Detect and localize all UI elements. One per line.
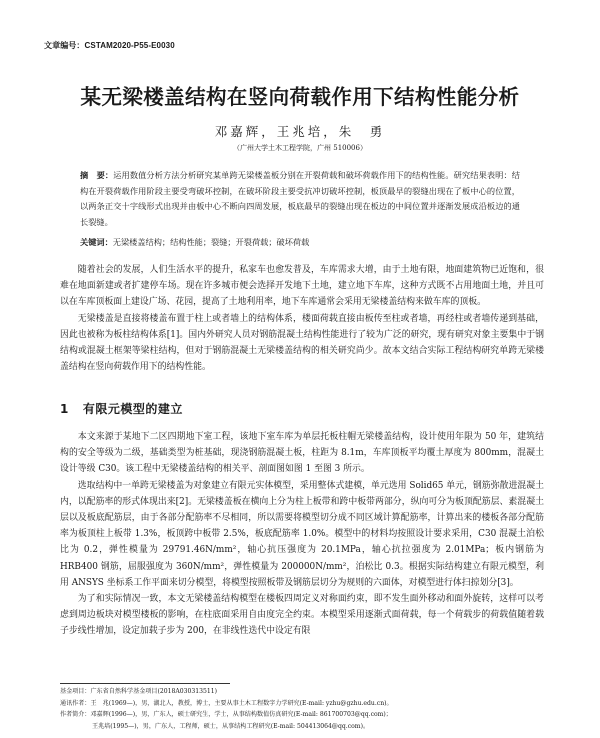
section-heading: [60, 400, 197, 417]
keywords-text: 无梁楼盖结构；结构性能；裂缝；开裂荷载；破坏荷载: [112, 237, 310, 247]
intro-paragraph: 无梁楼盖是直接将楼盖布置于柱上或者墙上的结构体系，楼面荷载直接由板传至柱或者墙，再经柱或者墙传递到基础，因此也被称为板柱结构体系[1]。国内外研究人员对钢筋混凝土结构性能进行了较为广泛的研究，现有研究对象主要集中于钢结构或混凝土框架等梁柱结构，但对于钢筋混凝土无梁楼盖结构的相关研究尚少。故本文结合实际工程结构研究单跨无梁楼盖结构在竖向荷载作用下的结构性能。: [60, 313, 544, 373]
author-list: 邓嘉辉，王兆培，朱 勇: [214, 124, 386, 139]
abstract-label: 摘 要：: [80, 170, 114, 180]
footnote-author-bio: 王兆培(1995—)，男，广东人，工程师，硕士，从事结构工程研究(E-mail: 504413064@qq.com)。: [92, 722, 370, 730]
footnote-corresponding-author: 通讯作者：王 兆(1969—)，男，湖北人，教授，博士，主要从事土木工程数字力学研究(E-mail: yzhu@gzhu.edu.cn)。: [60, 699, 393, 707]
section-number: 1: [60, 402, 69, 416]
section-title: 有限元模型的建立: [82, 402, 183, 416]
keywords-label: 关键词：: [80, 237, 113, 247]
body-paragraph: 为了和实际情况一致，本文无梁楼盖结构模型在楼板四周定义对称面约束，即不发生面外移动和面外旋转，这样可以考虑到周边板块对模型楼板的影响，在柱底面采用自由度完全约束。本模型采用逐渐式面荷载，每一个荷载步的荷载值随着载子步线性增加，设定加载子步为 200，在非线性迭代中设定有限: [60, 594, 544, 637]
intro-paragraph: 随着社会的发展，人们生活水平的提升，私家车也愈发普及，车库需求大增，由于土地有限，地面建筑物已近饱和，很难在地面新建或者扩建停车场。现在许多城市便会选择开发地下土地，建立地下车库，这种方式既不占用地面土地，并且可以在车库顶板面上建设广场、花园，提高了土地利用率，地下车库通常会采用无梁楼盖结构来做车库的顶板。: [60, 265, 544, 308]
body-paragraph: 本文来源于某地下二区四期地下室工程，该地下室车库为单层托板柱帽无梁楼盖结构，设计使用年限为 50 年，建筑结构的安全等级为二级，基础类型为桩基础，现浇钢筋混凝土板，柱距为 8.1m，车库顶板平均覆土厚度为 800mm，混凝土设计等级 C30。该工程中无梁楼盖结构的相关平、剖面图如图 1 至图 3 所示。: [60, 432, 544, 475]
abstract-text: 运用数值分析方法分析研究某单跨无梁楼盖板分别在开裂荷载和破坏荷载作用下的结构性能。研究结果表明：结构在开裂荷载作用阶段主要受弯破坏控制，在破坏阶段主要受抗冲切破坏控制，板顶最早的裂缝出现在了板中心的位置，以两条正交十字线形式出现并由板中心不断向四周发展，板底最早的裂缝出现在板边的中间位置并逐渐发展成沿板边的通长裂缝。: [80, 170, 520, 227]
section-body: [60, 429, 544, 640]
author-affiliation: （广州大学土木工程学院，广州 510006）: [233, 144, 367, 152]
keywords: [80, 236, 520, 248]
footnote-author-bio: 作者简介：邓嘉辉(1996—)，男，广东人，硕士研究生，学士，从事结构数值仿真研究(E-mail: 861700703@qq.com)；: [60, 711, 392, 718]
footnotes: [60, 686, 544, 732]
article-number: 文章编号：CSTAM2020-P55-E0030: [44, 41, 175, 50]
footnote-funding: 基金项目：广东省自然科学基金项目(2018A030313511): [60, 688, 218, 695]
paper-title: 某无梁楼盖结构在竖向荷载作用下结构性能分析: [80, 85, 520, 109]
body-paragraph: 选取结构中一单跨无梁楼盖为对象建立有限元实体模型，采用整体式建模，单元选用 Solid65 单元，钢筋弥散进混凝土内，以配筋率的形式体现出来[2]。无梁楼盖板在横向上分为柱上板带和跨中板带两部分，纵向可分为板顶配筋层、素混凝土层以及板底配筋层，由于各部分配筋率不尽相同，所以需要将模型切分成不同区域计算配筋率，计算出来的楼板各部分配筋率为板顶柱上板带 1.3%，板顶跨中板带 2.5%，板底配筋率 1.0%。模型中的材料均按照设计要求采用，C30 混凝土泊松比为 0.2，弹性模量为 29791.46N/mm²，轴心抗压强度为 20.1MPa，轴心抗拉强度为 2.01MPa；板内钢筋为 HRB400 钢筋，屈服强度为 360N/mm²，弹性模量为 200000N/mm²，泊松比 0.3。根据实际结构建立有限元模型，利用 ANSYS 坐标系工作平面来切分模型，将模型按照板带及钢筋层切分为规则的六面体，对模型进行体扫掠划分[3]。: [60, 480, 544, 588]
introduction: [60, 262, 544, 375]
footnote-divider: [60, 683, 230, 684]
abstract: [80, 168, 520, 230]
